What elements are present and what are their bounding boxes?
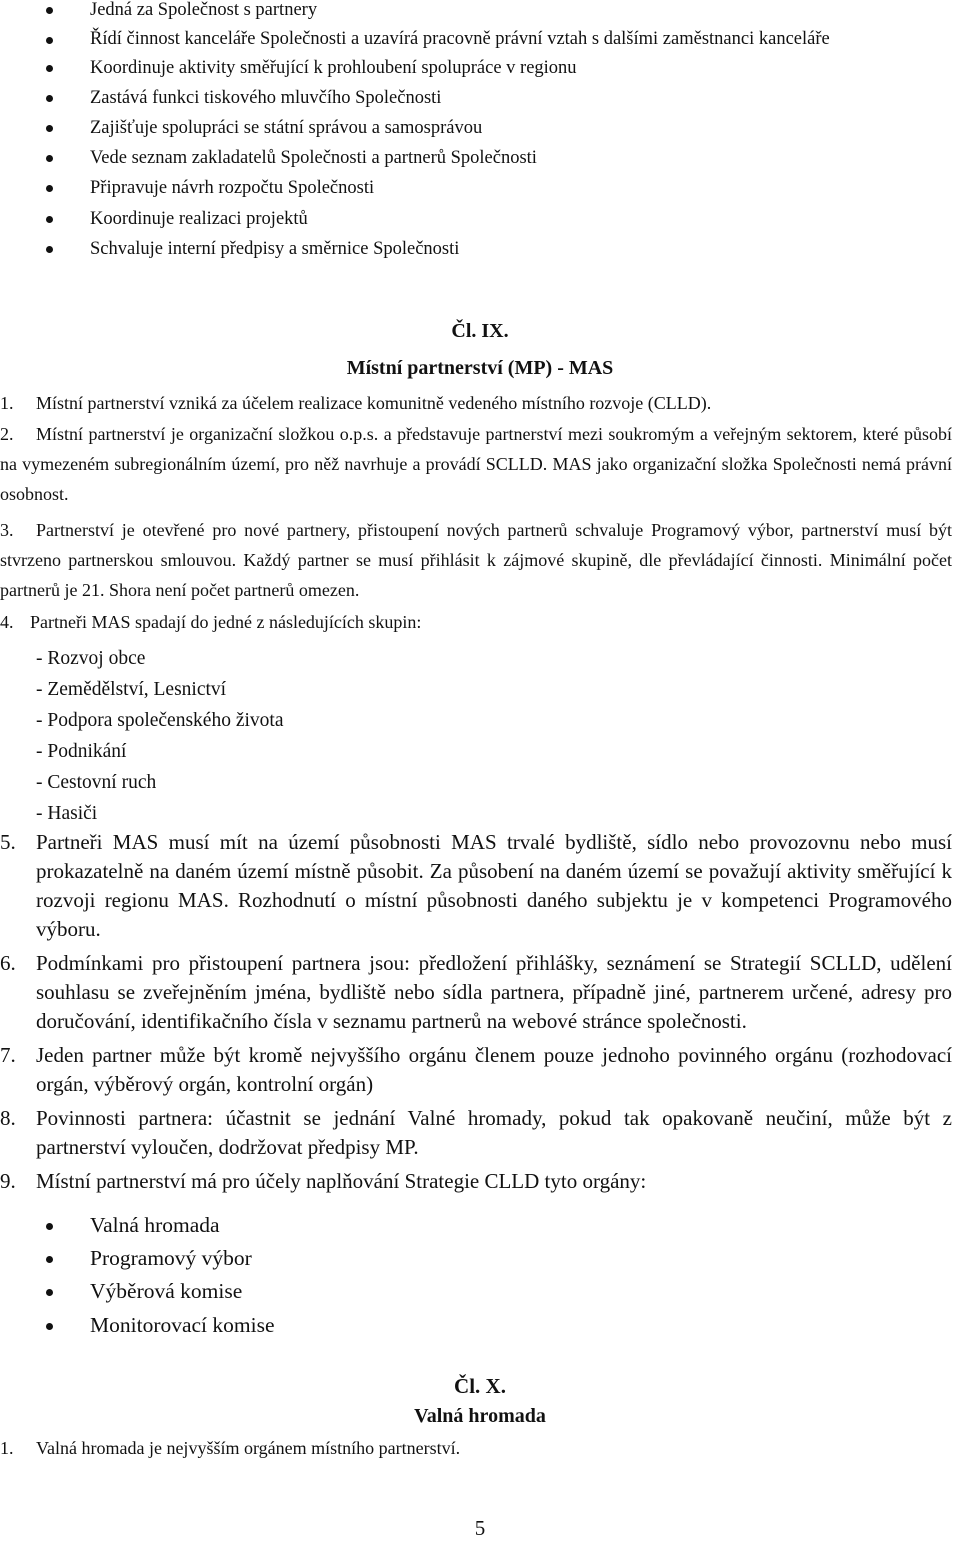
paragraph-text: Místní partnerství je organizační složkou o.p.s. a představuje partnerství mezi soukromým a veřejným sektorem, které působí na vymezeném subregionálním území, pro něž navrhuje a provádí SCLLD. MAS jako organizační složka Společnosti nemá právní osobnost. bbox=[0, 424, 952, 504]
partner-groups-list bbox=[0, 643, 960, 829]
article-x-number: Čl. X. bbox=[454, 1374, 506, 1398]
article-ix-number: Čl. IX. bbox=[451, 320, 509, 342]
paragraph-number: 9. bbox=[0, 1169, 16, 1193]
article-ix-title: Místní partnerství (MP) - MAS bbox=[346, 357, 614, 379]
bullet-item: Zajišťuje spolupráci se státní správou a samosprávou bbox=[0, 113, 960, 143]
group-item: - Zemědělství, Lesnictví bbox=[36, 679, 227, 700]
paragraph-text: Místní partnerství vzniká za účelem realizace komunitně vedeného místního rozvoje (CLLD). bbox=[36, 393, 712, 413]
paragraph-number: 4. bbox=[0, 612, 14, 632]
paragraph-number: 1. bbox=[0, 393, 14, 413]
group-item: - Podpora společenského života bbox=[36, 710, 284, 731]
article-ix-paragraphs bbox=[0, 388, 956, 637]
bullet-item: Zastává funkci tiskového mluvčího Společnosti bbox=[0, 83, 960, 113]
duties-bullet-list bbox=[0, 0, 960, 264]
paragraph-text: Podmínkami pro přistoupení partnera jsou: předložení přihlášky, seznámení se Strategií SCLLD, udělení souhlasu se zveřejněním jména, bydliště nebo sídla partnera, případně jiné, partnerem určené, adresy pro doručování, identifikačního čísla v seznamu partnerů na webové stránce společnosti. bbox=[36, 951, 952, 1033]
bullet-item: Připravuje návrh rozpočtu Společnosti bbox=[0, 173, 960, 203]
paragraph bbox=[0, 1041, 956, 1099]
organ-item: Valná hromada bbox=[0, 1209, 960, 1242]
paragraph-number: 3. bbox=[0, 520, 14, 540]
paragraph bbox=[0, 419, 956, 509]
paragraph bbox=[0, 515, 956, 605]
organs-bullet-list bbox=[0, 1209, 960, 1342]
paragraph-text: Valná hromada je nejvyšším orgánem místního partnerství. bbox=[36, 1438, 461, 1458]
organ-item: Programový výbor bbox=[0, 1242, 960, 1275]
paragraph bbox=[0, 1167, 956, 1196]
organ-item: Monitorovací komise bbox=[0, 1309, 960, 1342]
paragraph-text: Povinnosti partnera: účastnit se jednání Valné hromady, pokud tak opakovaně neučiní, může být z partnerství vyloučen, dodržovat předpisy MP. bbox=[36, 1106, 952, 1159]
paragraph bbox=[0, 949, 956, 1036]
bullet-item: Řídí činnost kanceláře Společnosti a uzavírá pracovně právní vztah s dalšími zaměstnanci kanceláře bbox=[0, 25, 960, 53]
bullet-item: Schvaluje interní předpisy a směrnice Společnosti bbox=[0, 234, 960, 264]
paragraph-number: 2. bbox=[0, 424, 14, 444]
group-item: - Rozvoj obce bbox=[36, 648, 146, 669]
bullet-item: Vede seznam zakladatelů Společnosti a partnerů Společnosti bbox=[0, 143, 960, 173]
article-ix-paragraphs-continued bbox=[0, 828, 956, 1196]
bullet-item: Koordinuje aktivity směřující k prohloubení spolupráce v regionu bbox=[0, 53, 960, 83]
paragraph bbox=[0, 828, 956, 944]
paragraph-text: Partneři MAS musí mít na území působnosti MAS trvalé bydliště, sídlo nebo provozovnu nebo musí prokazatelně na daném území místně působit. Za působení na daném území se považují aktivity směřující k rozvoji regionu MAS. Rozhodnutí o místní působnosti daného subjektu je v kompetenci Programového výboru. bbox=[36, 830, 952, 941]
bullet-item: Jedná za Společnost s partnery bbox=[0, 0, 960, 25]
article-x-title: Valná hromada bbox=[414, 1405, 546, 1427]
paragraph-number: 8. bbox=[0, 1106, 16, 1130]
paragraph bbox=[0, 1433, 960, 1463]
group-item: - Podnikání bbox=[36, 741, 127, 762]
group-item: - Cestovní ruch bbox=[36, 772, 157, 793]
paragraph-number: 5. bbox=[0, 830, 16, 854]
paragraph bbox=[0, 388, 956, 418]
paragraph bbox=[0, 607, 956, 637]
group-item: - Hasiči bbox=[36, 803, 98, 824]
bullet-item: Koordinuje realizaci projektů bbox=[0, 204, 960, 234]
paragraph-text: Jeden partner může být kromě nejvyššího orgánu členem pouze jednoho povinného orgánu (rozhodovací orgán, výběrový orgán, kontrolní orgán) bbox=[36, 1043, 952, 1096]
paragraph-text: Partnerství je otevřené pro nové partnery, přistoupení nových partnerů schvaluje Programový výbor, partnerství musí být stvrzeno partnerskou smlouvou. Každý partner se musí přihlásit k zájmové skupině, dle převládající činnosti. Minimální počet partnerů je 21. Shora není počet partnerů omezen. bbox=[0, 520, 952, 600]
page-number: 5 bbox=[474, 1516, 486, 1540]
paragraph-number: 7. bbox=[0, 1043, 16, 1067]
paragraph-text: Partneři MAS spadají do jedné z následujících skupin: bbox=[30, 612, 422, 632]
paragraph-number: 6. bbox=[0, 951, 16, 975]
organ-item: Výběrová komise bbox=[0, 1275, 960, 1308]
paragraph-number: 1. bbox=[0, 1438, 14, 1458]
paragraph-text: Místní partnerství má pro účely naplňování Strategie CLLD tyto orgány: bbox=[36, 1169, 647, 1193]
paragraph bbox=[0, 1104, 956, 1162]
